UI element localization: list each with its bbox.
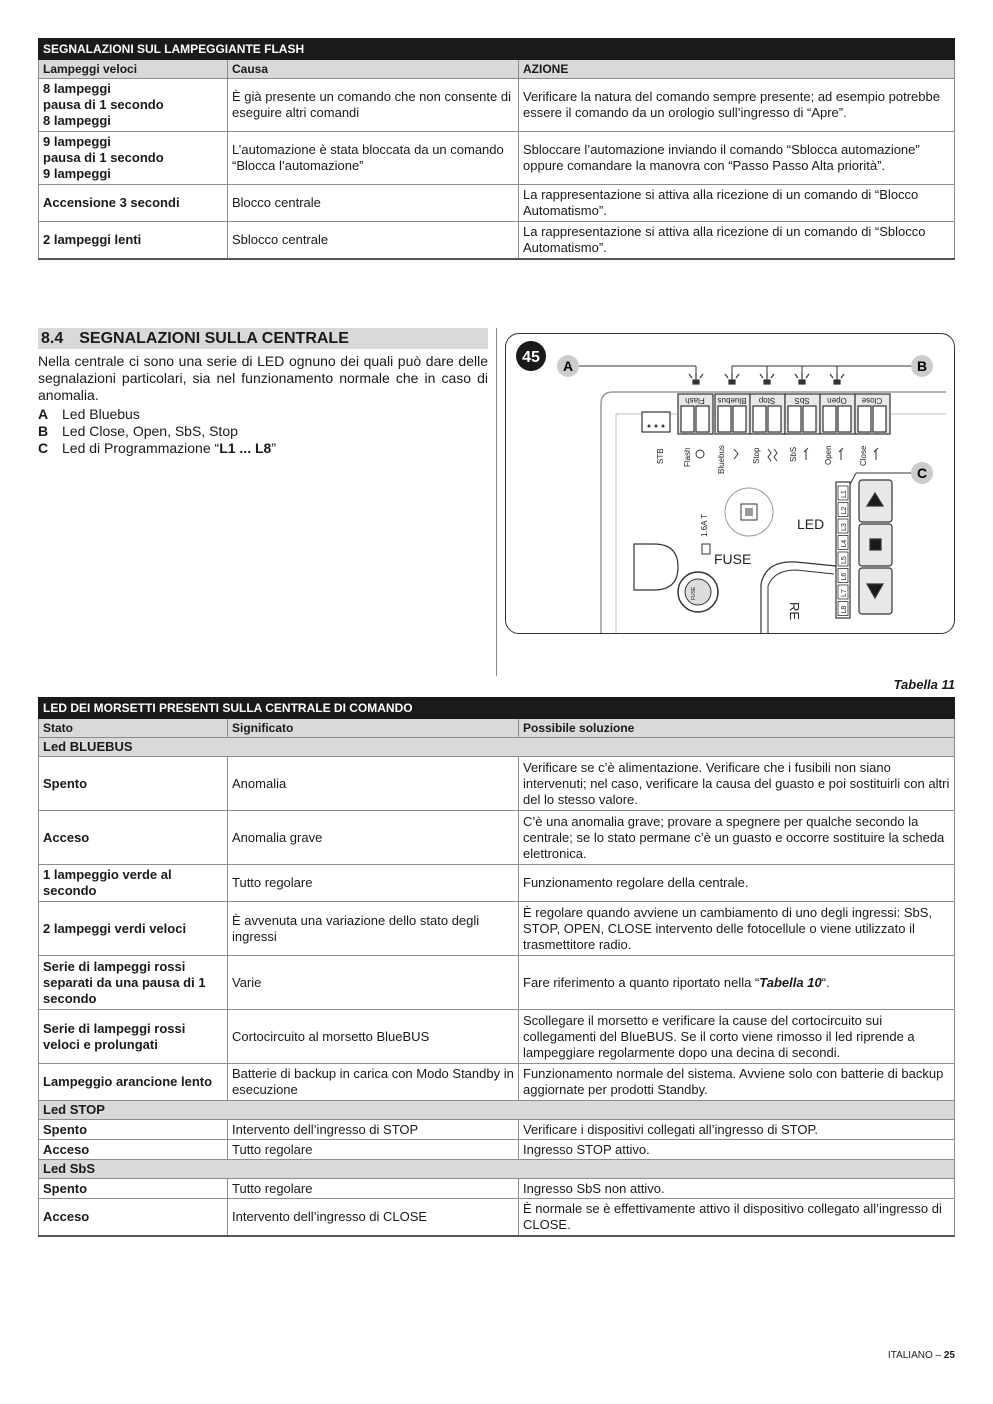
table-row	[39, 1010, 955, 1064]
column-header: Causa	[228, 60, 519, 79]
programming-led-label: L4	[841, 539, 848, 548]
led-state: 2 lampeggi verdi veloci	[39, 902, 228, 956]
programming-led-label: L6	[841, 572, 848, 581]
terminal-label-flash: Flash	[685, 396, 705, 405]
led-meaning: Anomalia grave	[228, 811, 519, 865]
led-meaning: Anomalia	[228, 757, 519, 811]
led-solution: Verificare i dispositivi collegati all’ingresso di STOP.	[519, 1120, 955, 1140]
column-header: Stato	[39, 719, 228, 738]
table-group-row	[39, 1101, 955, 1120]
table-row	[39, 79, 955, 132]
led-solution: C’è una anomalia grave; provare a spegnere per qualche secondo la centrale; se lo stato permane c’è un guasto e occorre sostituire la scheda elettronica.	[519, 811, 955, 865]
programming-led-label: L7	[841, 589, 848, 597]
led-state: Acceso	[39, 1140, 228, 1160]
terminal-label-stop: Stop	[758, 396, 776, 405]
led-meaning: È avvenuta una variazione dello stato degli ingressi	[228, 902, 519, 956]
column-divider	[496, 328, 497, 676]
fuse-label: FUSE	[714, 551, 752, 567]
side-label-flash: Flash	[683, 447, 692, 467]
group-label: Led STOP	[39, 1101, 955, 1120]
programming-led-label: L5	[841, 556, 848, 564]
column-header: AZIONE	[519, 60, 955, 79]
terminal-label-close: Close	[861, 396, 883, 405]
led-solution: Verificare se c’è alimentazione. Verificare che i fusibili non siano intervenuti; nel caso, verificare la causa del guasto e poi sostituirli con altri del lo stesso valore.	[519, 757, 955, 811]
fuse-value: 1.6A T	[700, 514, 709, 537]
fuse-cap-label: FUSE	[691, 586, 697, 600]
programming-buttons	[859, 480, 892, 614]
led-meaning: Tutto regolare	[228, 1140, 519, 1160]
terminal-label-sbs: SbS	[794, 396, 810, 405]
battery-connector	[634, 544, 678, 590]
flash-pattern: Accensione 3 secondi	[39, 185, 228, 222]
led-meaning: Cortocircuito al morsetto BlueBUS	[228, 1010, 519, 1064]
led-state: Acceso	[39, 811, 228, 865]
led-meaning: Intervento dell’ingresso di STOP	[228, 1120, 519, 1140]
callout-c-label: C	[916, 465, 928, 481]
table-title: SEGNALAZIONI SUL LAMPEGGIANTE FLASH	[39, 39, 955, 60]
led-solution: Fare riferimento a quanto riportato nella “Tabella 10“.	[519, 956, 955, 1010]
re-label: RE	[787, 602, 802, 621]
flash-pattern: 8 lampeggi pausa di 1 secondo 8 lampeggi	[39, 79, 228, 132]
flash-action: Verificare la natura del comando sempre presente; ad esempio potrebbe essere il comando da un orologio sull’ingresso di “Apre”.	[519, 79, 955, 132]
table-row	[39, 811, 955, 865]
led-solution: Funzionamento regolare della centrale.	[519, 865, 955, 902]
terminal-blocks	[678, 394, 890, 434]
led-solution: Ingresso STOP attivo.	[519, 1140, 955, 1160]
led-state: Spento	[39, 1120, 228, 1140]
table-row	[39, 1064, 955, 1101]
led-meaning: Tutto regolare	[228, 1179, 519, 1199]
table-row	[39, 865, 955, 902]
led-state: 1 lampeggio verde al secondo	[39, 865, 228, 902]
flash-cause: Blocco centrale	[228, 185, 519, 222]
legend-item-c: C Led di Programmazione “L1 ... L8”	[38, 440, 276, 456]
section-heading	[38, 328, 488, 349]
led-solution: Ingresso SbS non attivo.	[519, 1179, 955, 1199]
programming-led-label: L1	[841, 490, 848, 498]
section-intro: Nella centrale ci sono una serie di LED ognuno dei quali può dare delle segnalazioni particolari, sia nel funzionamento normale che in caso di anomalia.	[38, 353, 488, 403]
callout-b-label: B	[916, 358, 928, 374]
led-solution: Funzionamento normale del sistema. Avviene solo con batterie di backup aggiornate per prodotti Standby.	[519, 1064, 955, 1101]
flash-action: Sbloccare l’automazione inviando il comando “Sblocca automazione” oppure comandare la manovra con “Passo Passo Alta priorità”.	[519, 132, 955, 185]
led-state: Acceso	[39, 1199, 228, 1236]
table-caption: Tabella 11	[893, 677, 955, 692]
table-row	[39, 1199, 955, 1236]
control-board-figure	[505, 333, 955, 634]
side-label-sbs: SbS	[789, 446, 798, 462]
flash-cause: Sblocco centrale	[228, 222, 519, 259]
group-label: Led SbS	[39, 1160, 955, 1179]
table-row	[39, 1120, 955, 1140]
side-label-stb: STB	[656, 448, 665, 464]
side-label-open: Open	[824, 445, 833, 465]
figure-number: 45	[522, 349, 540, 366]
programming-led-label: L3	[841, 523, 848, 531]
led-meaning: Intervento dell’ingresso di CLOSE	[228, 1199, 519, 1236]
led-solution: È normale se è effettivamente attivo il dispositivo collegato all’ingresso di CLOSE.	[519, 1199, 955, 1236]
page-footer	[888, 1350, 955, 1361]
led-solution: È regolare quando avviene un cambiamento di uno degli ingressi: SbS, STOP, OPEN, CLOSE intervento delle fotocellule o viene utilizzato il trasmettitore radio.	[519, 902, 955, 956]
section-title: SEGNALAZIONI SULLA CENTRALE	[79, 330, 349, 347]
column-header: Possibile soluzione	[519, 719, 955, 738]
led-state: Serie di lampeggi rossi veloci e prolungati	[39, 1010, 228, 1064]
led-meaning: Tutto regolare	[228, 865, 519, 902]
led-solution: Scollegare il morsetto e verificare la cause del cortocircuito sui collegamenti del BlueBUS. Se il corto viene rimosso il led riprende a lampeggiare regolarmente dopo una decina di secondi.	[519, 1010, 955, 1064]
flash-action: La rappresentazione si attiva alla ricezione di un comando di “Blocco Automatismo”.	[519, 185, 955, 222]
terminal-label-bluebus: Bluebus	[717, 396, 747, 405]
led-state: Serie di lampeggi rossi separati da una pausa di 1 secondo	[39, 956, 228, 1010]
page-number: 25	[943, 1350, 955, 1361]
table-group-row	[39, 738, 955, 757]
table-row	[39, 956, 955, 1010]
fuse-symbol	[702, 544, 710, 554]
legend-item-a: A Led Bluebus	[38, 406, 140, 422]
column-header: Significato	[228, 719, 519, 738]
led-meaning: Varie	[228, 956, 519, 1010]
figure-legend	[38, 406, 276, 457]
led-state: Spento	[39, 1179, 228, 1199]
footer-language: ITALIANO –	[887, 1350, 944, 1361]
led-state: Lampeggio arancione lento	[39, 1064, 228, 1101]
table-row	[39, 757, 955, 811]
stb-connector	[642, 412, 670, 432]
programming-led-label: L2	[841, 506, 848, 515]
terminal-label-open: Open	[827, 396, 847, 405]
side-label-bluebus: Bluebus	[717, 445, 726, 474]
table-group-row	[39, 1160, 955, 1179]
led-label: LED	[797, 516, 825, 532]
table-row	[39, 185, 955, 222]
table-row	[39, 222, 955, 259]
group-label: Led BLUEBUS	[39, 738, 955, 757]
callout-a-label: A	[562, 358, 574, 374]
flash-cause: È già presente un comando che non consente di eseguire altri comandi	[228, 79, 519, 132]
flash-pattern: 9 lampeggi pausa di 1 secondo 9 lampeggi	[39, 132, 228, 185]
side-label-stop: Stop	[752, 447, 761, 464]
programming-led-label: L8	[841, 605, 848, 614]
flash-pattern: 2 lampeggi lenti	[39, 222, 228, 259]
section-number: 8.4	[41, 330, 64, 347]
flash-signals-table	[38, 38, 955, 260]
legend-item-b: B Led Close, Open, SbS, Stop	[38, 423, 238, 439]
flash-action: La rappresentazione si attiva alla ricezione di un comando di “Sblocco Automatismo”.	[519, 222, 955, 259]
table-row	[39, 1140, 955, 1160]
table-row	[39, 902, 955, 956]
led-signals-table	[38, 697, 955, 1237]
led-meaning: Batterie di backup in carica con Modo Standby in esecuzione	[228, 1064, 519, 1101]
flash-cause: L’automazione è stata bloccata da un comando “Blocca l’automazione”	[228, 132, 519, 185]
led-state: Spento	[39, 757, 228, 811]
column-header: Lampeggi veloci	[39, 60, 228, 79]
table-row	[39, 132, 955, 185]
table-title: LED DEI MORSETTI PRESENTI SULLA CENTRALE DI COMANDO	[39, 698, 955, 719]
table-row	[39, 1179, 955, 1199]
side-label-close: Close	[859, 445, 868, 466]
